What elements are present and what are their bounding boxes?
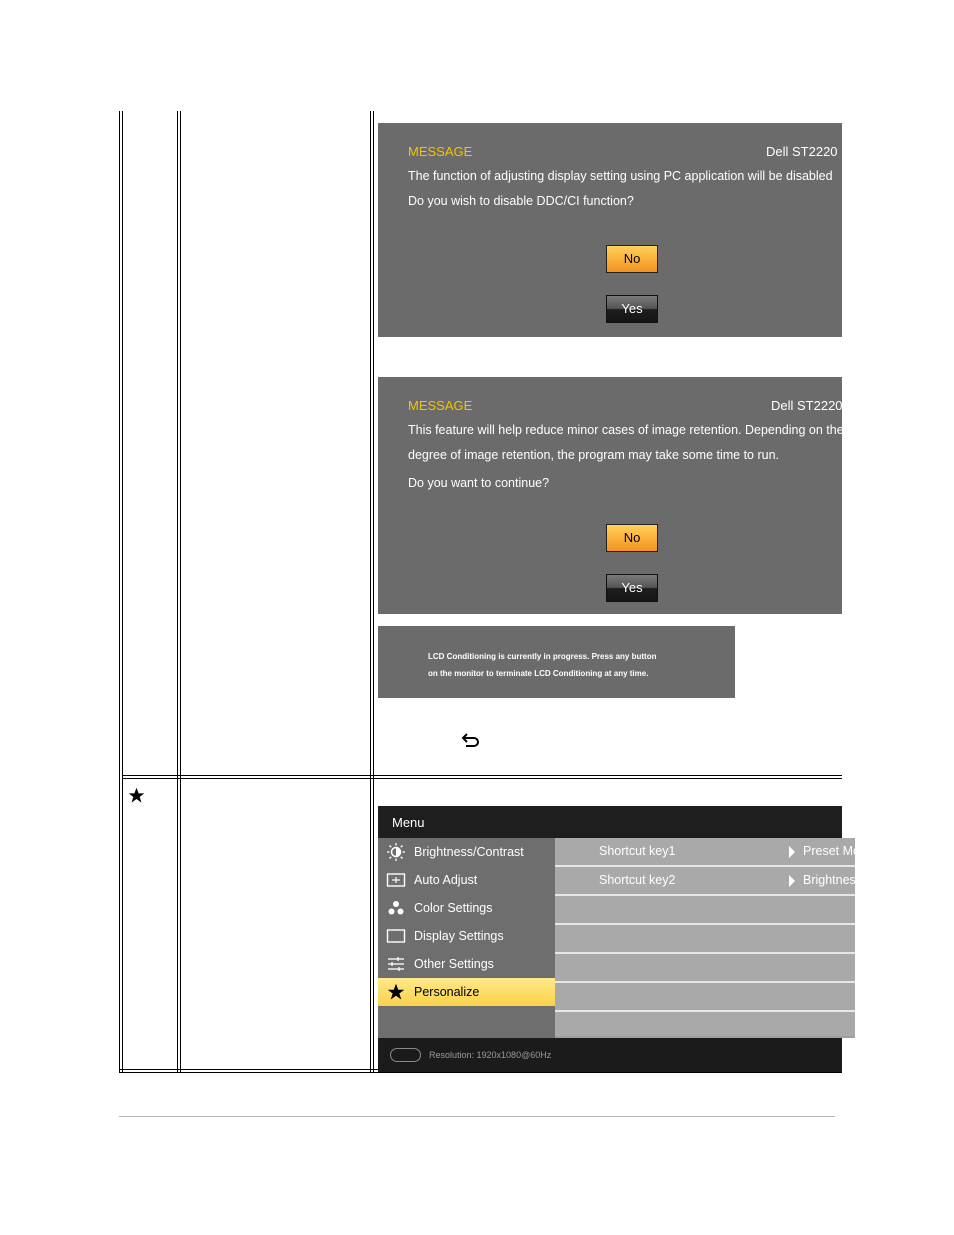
menu-item-personalize[interactable] xyxy=(378,978,555,1006)
menu-item-display-settings[interactable] xyxy=(378,922,555,950)
menu-item-other-settings[interactable] xyxy=(378,950,555,978)
menu-item-brightness-contrast[interactable] xyxy=(378,838,555,866)
submenu-row-shortcut-key2[interactable] xyxy=(555,867,913,896)
star-icon xyxy=(386,983,406,1001)
color-settings-icon xyxy=(386,899,406,917)
dialog-text: Do you want to continue? xyxy=(408,476,550,490)
ddc-ci-message-dialog xyxy=(378,123,842,337)
lcd-conditioning-message-dialog xyxy=(378,377,842,614)
submenu-value: Preset Modes xyxy=(803,844,881,858)
menu-item-label: Brightness/Contrast xyxy=(414,845,524,859)
page-divider xyxy=(119,1116,835,1117)
menu-item-color-settings[interactable] xyxy=(378,894,555,922)
progress-text: on the monitor to terminate LCD Conditioning at any time. xyxy=(428,669,649,678)
submenu-row-empty xyxy=(555,954,855,983)
osd-submenu xyxy=(555,838,913,1038)
yes-button[interactable]: Yes xyxy=(606,295,658,323)
submenu-label: Shortcut key2 xyxy=(599,873,676,887)
model-name: Dell ST2220 xyxy=(771,398,843,413)
brightness-icon xyxy=(386,843,406,861)
no-button[interactable]: No xyxy=(606,524,658,552)
osd-menu xyxy=(378,806,913,1071)
osd-header xyxy=(378,806,842,838)
submenu-label: Shortcut key1 xyxy=(599,844,676,858)
lcd-conditioning-progress-box xyxy=(378,626,735,698)
no-button[interactable]: No xyxy=(606,245,658,273)
yes-button[interactable]: Yes xyxy=(606,574,658,602)
menu-item-auto-adjust[interactable] xyxy=(378,866,555,894)
submenu-row-empty xyxy=(555,896,855,925)
dialog-text: degree of image retention, the program may take some time to run. xyxy=(408,448,780,462)
arrow-right-icon xyxy=(789,846,795,858)
dialog-text: The function of adjusting display setting using PC application will be disabled xyxy=(408,169,833,183)
osd-main-menu xyxy=(378,838,555,1038)
menu-item-label: Color Settings xyxy=(414,901,493,915)
submenu-value: Brightness/Contrast xyxy=(803,873,913,887)
osd-header-title: Menu xyxy=(392,815,425,830)
dell-logo-icon xyxy=(390,1048,421,1062)
submenu-row-empty xyxy=(555,925,855,954)
back-icon xyxy=(460,731,482,751)
menu-item-label: Auto Adjust xyxy=(414,873,478,887)
dialog-text: Do you wish to disable DDC/CI function? xyxy=(408,194,634,208)
submenu-row-empty xyxy=(555,983,855,1012)
dialog-title: MESSAGE xyxy=(408,398,473,413)
menu-item-label: Display Settings xyxy=(414,929,504,943)
model-name: Dell ST2220 xyxy=(766,144,838,159)
menu-item-label: Personalize xyxy=(414,985,480,999)
star-icon xyxy=(128,787,145,804)
submenu-row-shortcut-key1[interactable] xyxy=(555,838,881,867)
resolution-text: Resolution: 1920x1080@60Hz xyxy=(429,1050,552,1060)
arrow-right-icon xyxy=(789,875,795,887)
auto-adjust-icon xyxy=(386,871,406,889)
menu-item-label: Other Settings xyxy=(414,957,494,971)
dialog-title: MESSAGE xyxy=(408,144,473,159)
progress-text: LCD Conditioning is currently in progress. Press any button xyxy=(428,652,657,661)
submenu-row-empty xyxy=(555,1012,855,1036)
other-settings-icon xyxy=(386,955,406,973)
display-settings-icon xyxy=(386,927,406,945)
dialog-text: This feature will help reduce minor cases of image retention. Depending on the xyxy=(408,423,844,437)
osd-footer xyxy=(378,1038,842,1072)
